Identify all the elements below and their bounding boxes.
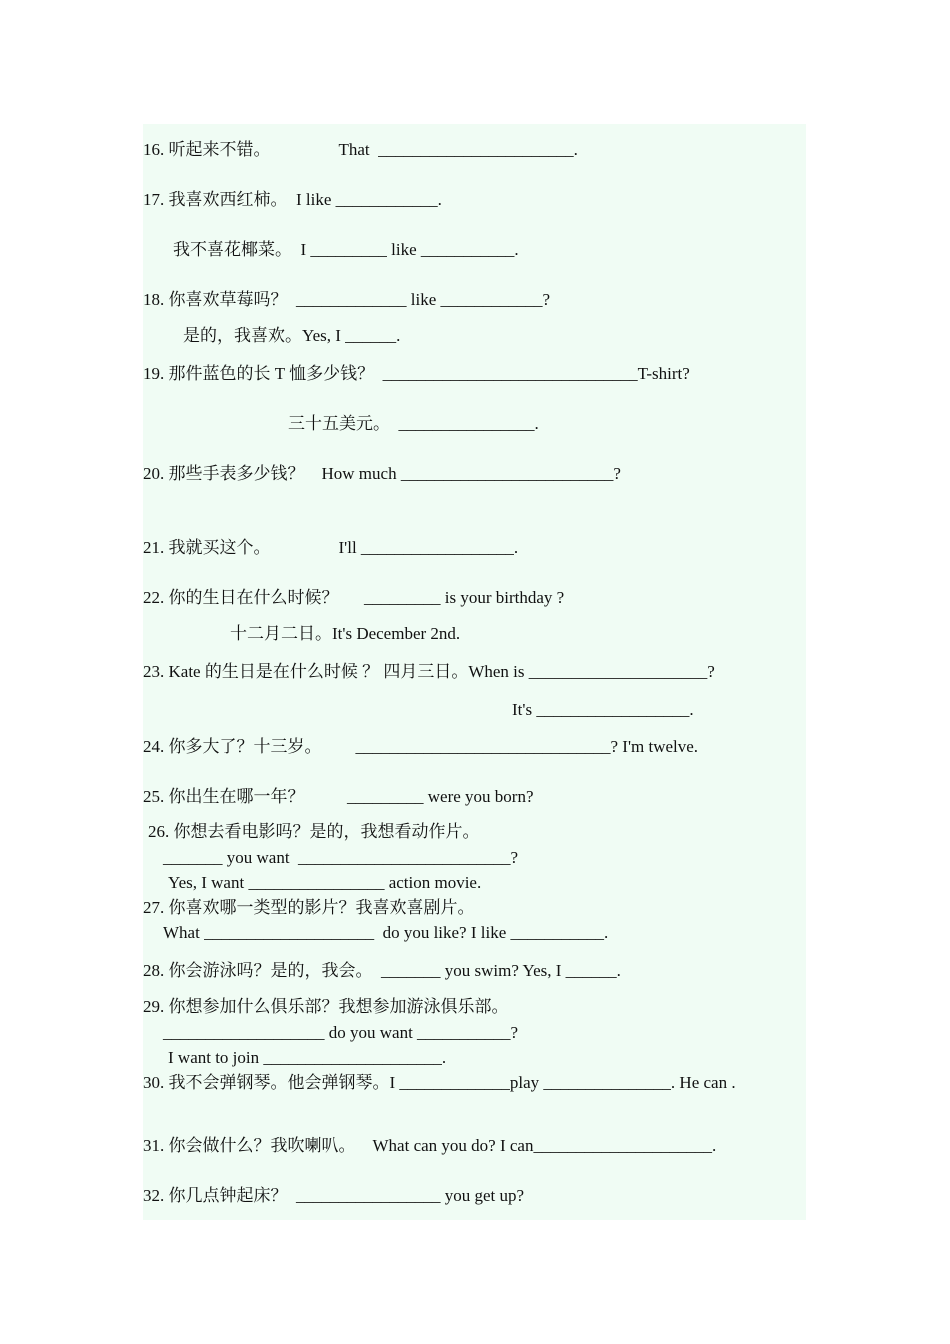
item-29a: 29. 你想参加什么俱乐部？我想参加游泳俱乐部。 [143,997,509,1016]
item-30: 30. 我不会弹钢琴。他会弹钢琴。I _____________play _______________. He can . [143,1073,736,1092]
item-19a: 19. 那件蓝色的长 T 恤多少钱？ ______________________________T-shirt? [143,364,690,383]
item-24: 24. 你多大了？十三岁。 ______________________________? I'm twelve. [143,737,699,756]
item-31: 31. 你会做什么？我吹喇叭。 What can you do? I can_____________________. [143,1136,717,1155]
item-22a: 22. 你的生日在什么时候？ _________ is your birthday ? [143,588,565,607]
item-18b: 是的，我喜欢。Yes, I ______. [183,326,401,345]
item-20: 20. 那些手表多少钱？ How much _________________________? [143,464,621,483]
item-26c: Yes, I want ________________ action movie. [168,873,482,892]
item-23b: It's __________________. [512,700,694,719]
item-29b: ___________________ do you want ___________? [163,1023,519,1042]
item-25: 25. 你出生在哪一年？ _________ were you born? [143,787,534,806]
item-27b: What ____________________ do you like? I like ___________. [163,923,609,942]
item-17a: 17. 我喜欢西红柿。 I like ____________. [143,190,442,209]
item-21: 21. 我就买这个。 I'll __________________. [143,538,519,557]
item-28: 28. 你会游泳吗？是的，我会。 _______ you swim? Yes, I ______. [143,961,621,980]
item-26a: 26. 你想去看电影吗？是的，我想看动作片。 [148,822,480,841]
item-23a: 23. Kate 的生日是在什么时候 ？ 四月三日。When is _____________________? [143,662,715,681]
item-19b: 三十五美元。 ________________. [288,414,539,433]
item-32: 32. 你几点钟起床？ _________________ you get up? [143,1186,525,1205]
item-22b: 十二月二日。It's December 2nd. [230,624,461,643]
item-27a: 27. 你喜欢哪一类型的影片？我喜欢喜剧片。 [143,898,475,917]
item-18a: 18. 你喜欢草莓吗？ _____________ like ____________? [143,290,551,309]
item-29c: I want to join _____________________. [168,1048,447,1067]
item-16: 16. 听起来不错。 That _______________________. [143,140,578,159]
item-26b: _______ you want _________________________? [163,848,519,867]
item-17b: 我不喜花椰菜。 I _________ like ___________. [173,240,519,259]
